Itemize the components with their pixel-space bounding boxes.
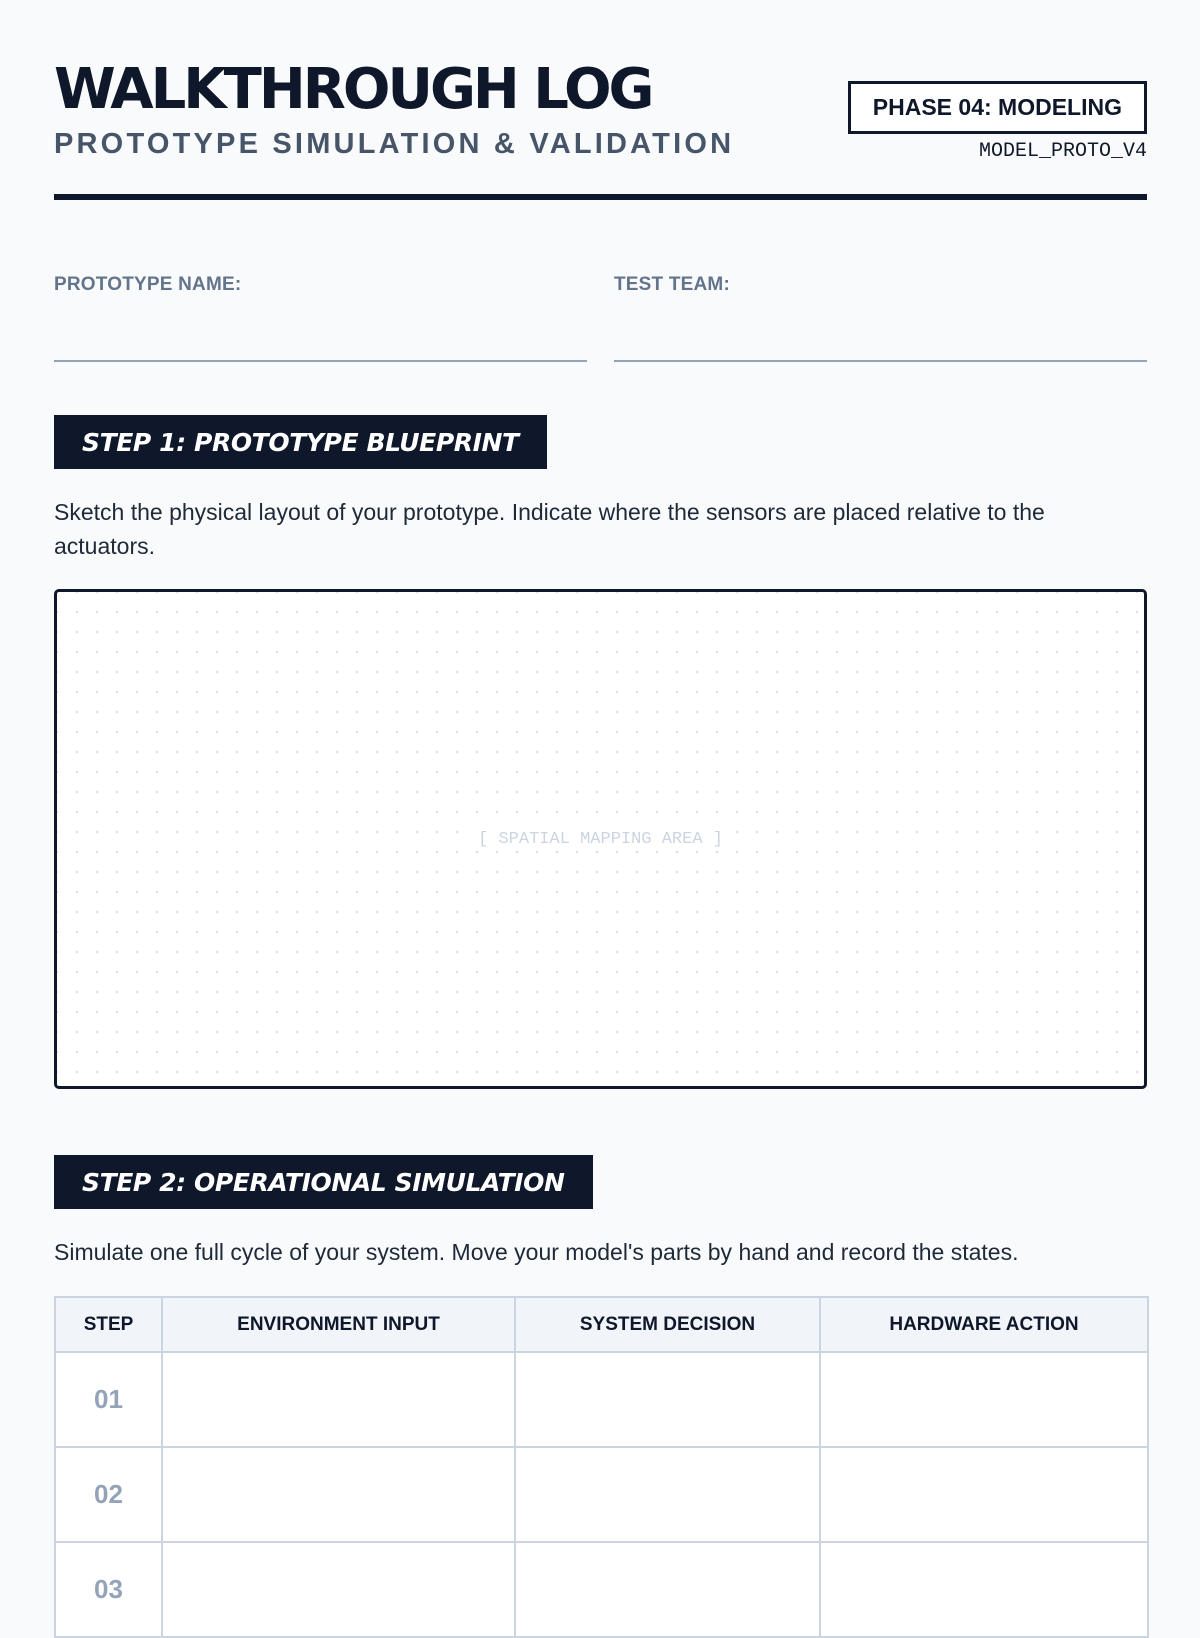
- environment-input-cell[interactable]: [162, 1352, 515, 1447]
- phase-badge: PHASE 04: MODELING: [848, 81, 1147, 134]
- worksheet-page: [54, 0, 1147, 1604]
- page-header: [54, 54, 1147, 200]
- system-decision-cell[interactable]: [515, 1352, 820, 1447]
- hardware-action-cell[interactable]: [820, 1447, 1148, 1542]
- page-subtitle: PROTOTYPE SIMULATION & VALIDATION: [54, 128, 735, 160]
- system-decision-cell[interactable]: [515, 1447, 820, 1542]
- prototype-name-label: PROTOTYPE NAME:: [54, 274, 242, 295]
- step-number: 03: [55, 1542, 162, 1637]
- table-header-row: [55, 1297, 1148, 1352]
- step2-heading: STEP 2: OPERATIONAL SIMULATION: [54, 1155, 593, 1209]
- environment-input-cell[interactable]: [162, 1447, 515, 1542]
- sketch-area[interactable]: [54, 589, 1147, 1089]
- environment-input-cell[interactable]: [162, 1542, 515, 1637]
- prototype-name-field[interactable]: [54, 274, 587, 362]
- hardware-action-cell[interactable]: [820, 1542, 1148, 1637]
- step-number: 02: [55, 1447, 162, 1542]
- hardware-action-cell[interactable]: [820, 1352, 1148, 1447]
- table-row: [55, 1352, 1148, 1447]
- column-header-system-decision: SYSTEM DECISION: [515, 1297, 820, 1352]
- step-number: 01: [55, 1352, 162, 1447]
- system-decision-cell[interactable]: [515, 1542, 820, 1637]
- step1-heading: STEP 1: PROTOTYPE BLUEPRINT: [54, 415, 547, 469]
- table-row: [55, 1447, 1148, 1542]
- column-header-step: STEP: [55, 1297, 162, 1352]
- step2-instruction: Simulate one full cycle of your system. Move your model's parts by hand and record the states.: [54, 1239, 1019, 1265]
- test-team-label: TEST TEAM:: [614, 274, 730, 295]
- sketch-placeholder: [ SPATIAL MAPPING AREA ]: [474, 828, 727, 851]
- column-header-hardware-action: HARDWARE ACTION: [820, 1297, 1148, 1352]
- table-row: [55, 1542, 1148, 1637]
- column-header-environment-input: ENVIRONMENT INPUT: [162, 1297, 515, 1352]
- test-team-field[interactable]: [614, 274, 1147, 362]
- step1-instruction: Sketch the physical layout of your prototype. Indicate where the sensors are placed relative to the actuators.: [54, 499, 1045, 559]
- simulation-table: [54, 1296, 1149, 1638]
- model-code: MODEL_PROTO_V4: [978, 140, 1147, 163]
- page-title: WALKTHROUGH LOG: [54, 57, 652, 122]
